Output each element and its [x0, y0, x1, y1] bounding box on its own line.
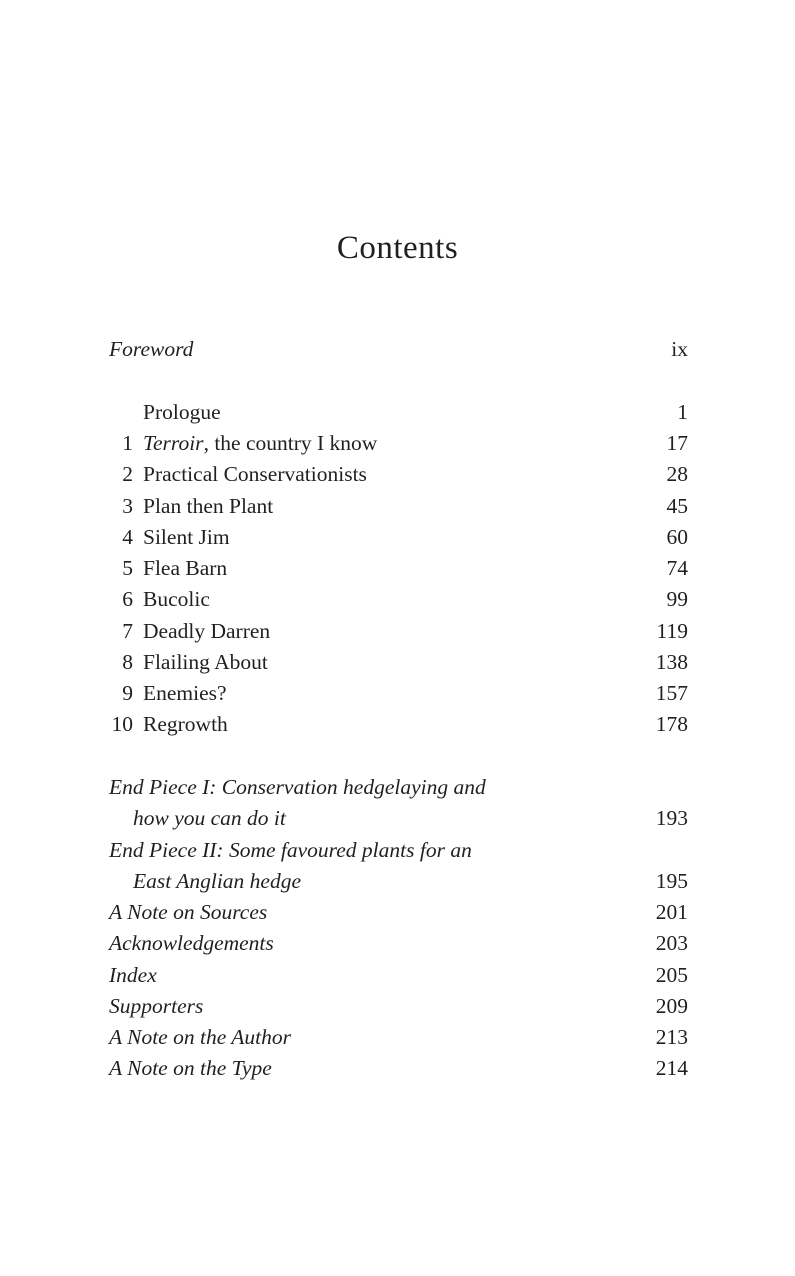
toc-entry-label: Regrowth [143, 712, 228, 736]
toc-entry-label: Practical Conservationists [143, 462, 367, 486]
toc-entry-page: 203 [655, 931, 688, 955]
toc-entry-label: Prologue [143, 400, 221, 424]
toc-entry-label: East Anglian hedge [133, 869, 302, 893]
toc-entry-label: Acknowledgements [109, 931, 274, 955]
toc-entry-label: Plan then Plant [143, 494, 274, 518]
toc-entry-chapter[interactable] [109, 709, 688, 740]
toc-entry-note-on-sources[interactable] [109, 897, 688, 928]
toc-entry-foreword[interactable] [109, 334, 688, 365]
toc-entry-page: 99 [666, 587, 688, 611]
chapter-number: 7 [122, 619, 133, 643]
toc-entry-chapter[interactable] [109, 678, 688, 709]
toc-entry-label: how you can do it [133, 806, 286, 830]
toc-entry-end-piece-1[interactable] [109, 772, 688, 803]
toc-entry-end-piece-2-continued[interactable] [109, 866, 688, 897]
toc-entry-label: A Note on Sources [109, 900, 268, 924]
toc-entry-page: 193 [655, 806, 688, 830]
toc-entry-label-italic: Terroir [143, 431, 204, 455]
toc-entry-chapter[interactable] [109, 647, 688, 678]
toc-entry-label: A Note on the Type [109, 1056, 272, 1080]
chapter-number: 6 [122, 587, 133, 611]
toc-entry-label [143, 428, 377, 459]
chapter-number: 5 [122, 556, 133, 580]
toc-entry-label: Bucolic [143, 587, 210, 611]
toc-entry-chapter[interactable] [109, 491, 688, 522]
toc-entry-label: Foreword [109, 337, 194, 361]
page-title: Contents [336, 230, 459, 266]
toc-entry-page: 195 [655, 869, 688, 893]
toc-entry-page: 213 [655, 1025, 688, 1049]
toc-entry-chapter[interactable] [109, 459, 688, 490]
toc-entry-page: 17 [666, 431, 688, 455]
toc-entry-chapter[interactable] [109, 428, 688, 459]
toc-entry-chapter[interactable] [109, 522, 688, 553]
toc-entry-note-on-author[interactable] [109, 1022, 688, 1053]
toc-entry-page: 74 [666, 556, 688, 580]
toc-entry-label: Deadly Darren [143, 619, 271, 643]
toc-entry-label: Supporters [109, 994, 204, 1018]
toc-entry-page: 1 [677, 400, 688, 424]
toc-entry-chapter[interactable] [109, 553, 688, 584]
chapter-number: 8 [122, 650, 133, 674]
toc-entry-page: 60 [666, 525, 688, 549]
toc-entry-chapter[interactable] [109, 584, 688, 615]
chapter-number: 1 [122, 431, 133, 455]
toc-entry-acknowledgements[interactable] [109, 928, 688, 959]
toc-entry-prologue[interactable] [109, 397, 688, 428]
toc-entry-label: Flailing About [143, 650, 268, 674]
toc-entry-page: 119 [656, 619, 688, 643]
toc-entry-label: Index [109, 963, 157, 987]
toc-entry-page: 205 [655, 963, 688, 987]
toc-entry-page: 157 [655, 681, 688, 705]
toc-entry-index[interactable] [109, 960, 688, 991]
chapter-number: 2 [122, 462, 133, 486]
toc-entry-chapter[interactable] [109, 616, 688, 647]
toc-entry-page: 201 [655, 900, 688, 924]
chapter-number: 4 [122, 525, 133, 549]
chapter-number: 3 [122, 494, 133, 518]
toc-entry-label: End Piece II: Some favoured plants for an [109, 838, 472, 862]
toc-entry-page: 209 [655, 994, 688, 1018]
toc-entry-note-on-type[interactable] [109, 1053, 688, 1084]
chapter-number: 10 [111, 712, 133, 736]
toc-entry-supporters[interactable] [109, 991, 688, 1022]
chapter-number: 9 [122, 681, 133, 705]
toc-entry-page: 28 [666, 462, 688, 486]
toc-entry-end-piece-1-continued[interactable] [109, 803, 688, 834]
toc-entry-page: 45 [666, 494, 688, 518]
toc-entry-label-rest: , the country I know [203, 431, 378, 455]
toc-entry-label: A Note on the Author [109, 1025, 291, 1049]
toc-entry-page: 214 [655, 1056, 688, 1080]
toc-entry-page: 178 [655, 712, 688, 736]
toc-entry-page: ix [671, 337, 688, 361]
toc-entry-label: Silent Jim [143, 525, 230, 549]
toc-entry-label: Enemies? [143, 681, 227, 705]
toc-entry-end-piece-2[interactable] [109, 835, 688, 866]
toc-entry-label: End Piece I: Conservation hedgelaying and [109, 775, 486, 799]
toc-entry-label: Flea Barn [143, 556, 228, 580]
toc-entry-page: 138 [655, 650, 688, 674]
